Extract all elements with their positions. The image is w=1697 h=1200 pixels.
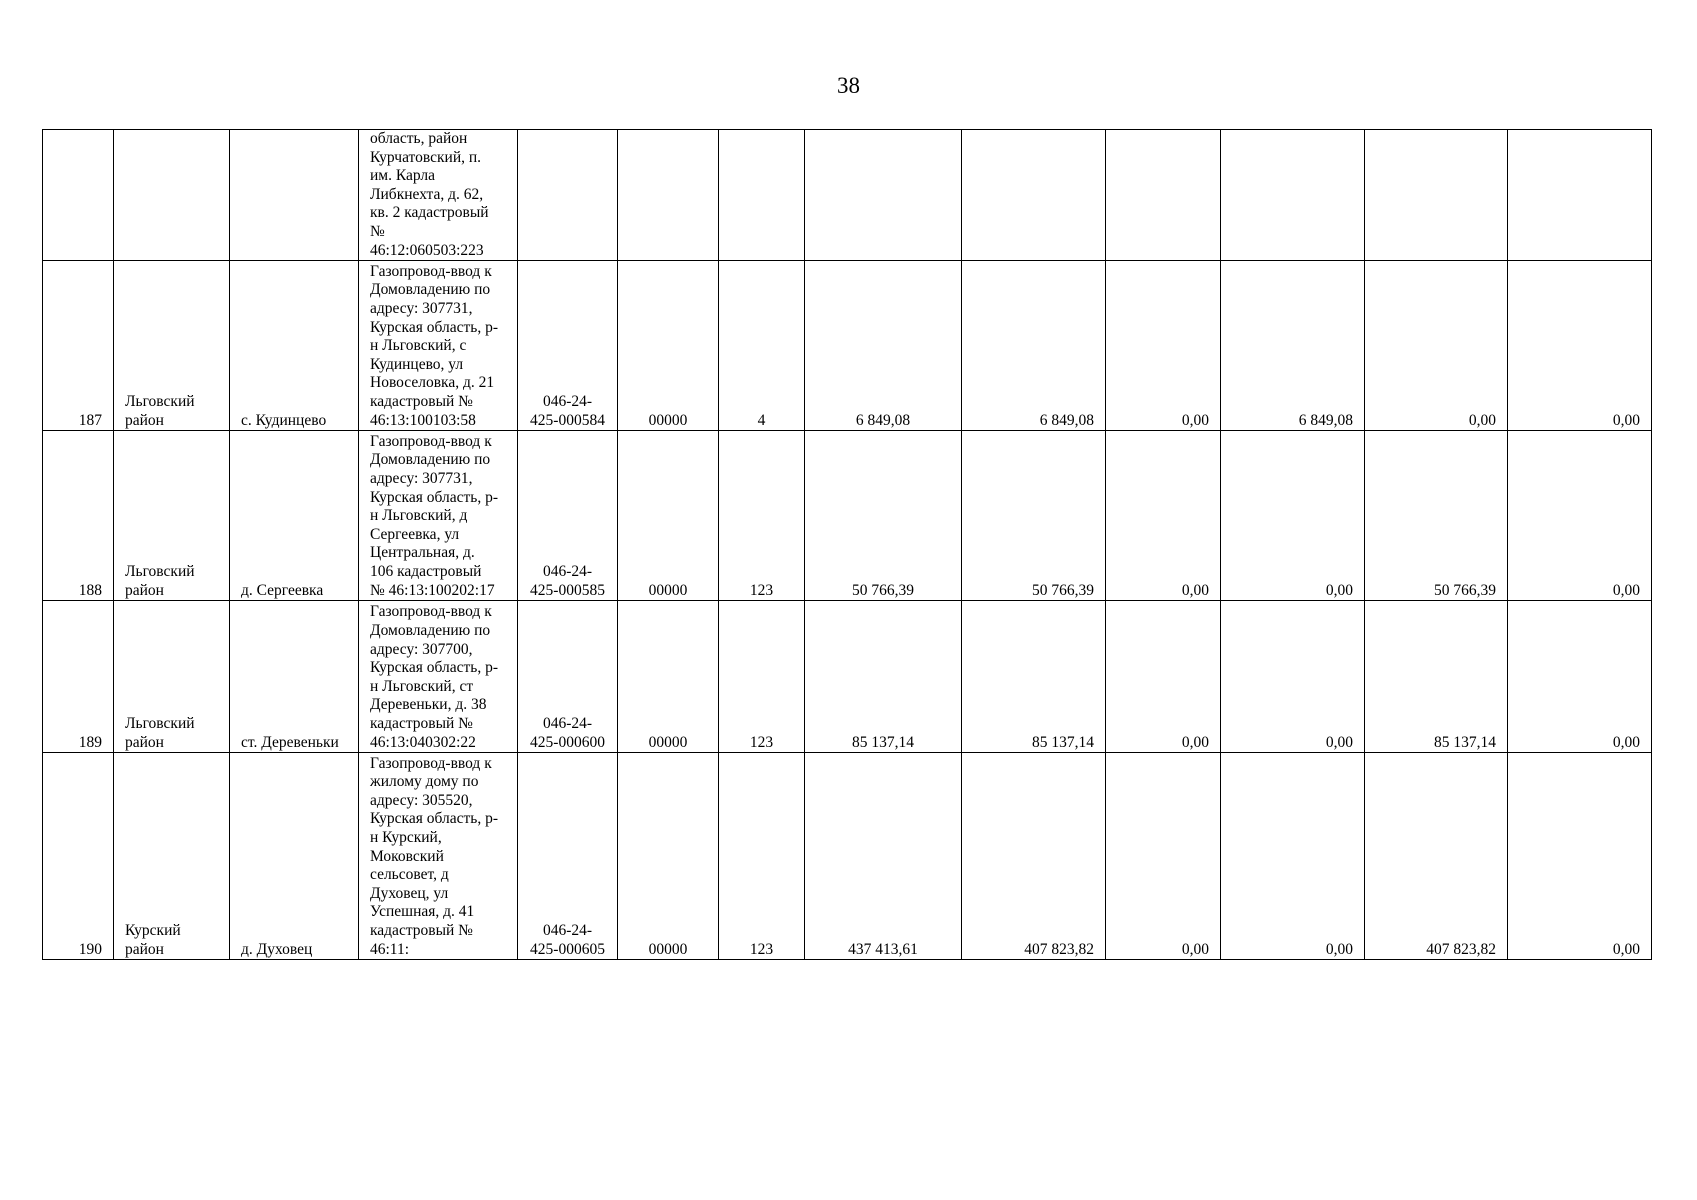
amount-cell: [805, 130, 962, 261]
amount-cell: 0,00: [1106, 753, 1221, 960]
registry-table: [42, 129, 1652, 960]
table-row: [43, 601, 1652, 753]
amount-cell: 50 766,39: [1365, 431, 1508, 601]
amount-cell: 407 823,82: [962, 753, 1106, 960]
table-row: [43, 261, 1652, 431]
amount-cell: 0,00: [1106, 431, 1221, 601]
amount-cell: 50 766,39: [805, 431, 962, 601]
table-row: [43, 753, 1652, 960]
locality-cell: д. Духовец: [230, 753, 359, 960]
amount-cell: 85 137,14: [962, 601, 1106, 753]
amount-cell: 0,00: [1365, 261, 1508, 431]
code-cell: 00000: [618, 431, 719, 601]
quantity-cell: [719, 130, 805, 261]
description-cell: [359, 130, 518, 261]
amount-cell: [962, 130, 1106, 261]
amount-cell: 0,00: [1221, 431, 1365, 601]
inventory-number-cell: 046-24-425-000584: [518, 261, 618, 431]
amount-cell: 85 137,14: [805, 601, 962, 753]
description-text: область, район Курчатовский, п. им. Карла Либкнехта, д. 62, кв. 2 кадастровый № 46:12:060503:223: [370, 130, 489, 259]
amount-cell: 6 849,08: [805, 261, 962, 431]
amount-cell: 6 849,08: [962, 261, 1106, 431]
quantity-cell: 123: [719, 431, 805, 601]
locality-cell: д. Сергеевка: [230, 431, 359, 601]
quantity-cell: 123: [719, 753, 805, 960]
amount-cell: 0,00: [1508, 431, 1652, 601]
code-cell: 00000: [618, 753, 719, 960]
amount-cell: 0,00: [1106, 601, 1221, 753]
amount-cell: 0,00: [1106, 261, 1221, 431]
description-cell: [359, 261, 518, 431]
district-cell: Льговский район: [114, 601, 230, 753]
description-cell: [359, 753, 518, 960]
locality-cell: с. Кудинцево: [230, 261, 359, 431]
code-cell: 00000: [618, 261, 719, 431]
amount-cell: 50 766,39: [962, 431, 1106, 601]
row-number-cell: 187: [43, 261, 114, 431]
table-row: [43, 130, 1652, 261]
amount-cell: 0,00: [1508, 753, 1652, 960]
code-cell: 00000: [618, 601, 719, 753]
amount-cell: [1221, 130, 1365, 261]
row-number-cell: [43, 130, 114, 261]
quantity-cell: 4: [719, 261, 805, 431]
inventory-number-cell: 046-24-425-000600: [518, 601, 618, 753]
amount-cell: 437 413,61: [805, 753, 962, 960]
quantity-cell: 123: [719, 601, 805, 753]
description-text: Газопровод-ввод к Домовладению по адресу: 307731, Курская область, р- н Льговский, с Кудинцево, ул Новоселовка, д. 21 кадастровый № 46:13:100103:58: [370, 262, 498, 429]
description-text: Газопровод-ввод к Домовладению по адресу: 307700, Курская область, р- н Льговский, ст Деревеньки, д. 38 кадастровый № 46:13:040302:22: [370, 603, 498, 751]
district-cell: Льговский район: [114, 261, 230, 431]
description-cell: [359, 431, 518, 601]
amount-cell: 6 849,08: [1221, 261, 1365, 431]
row-number-cell: 190: [43, 753, 114, 960]
amount-cell: 0,00: [1221, 601, 1365, 753]
district-cell: Курский район: [114, 753, 230, 960]
row-number-cell: 189: [43, 601, 114, 753]
amount-cell: 85 137,14: [1365, 601, 1508, 753]
amount-cell: [1106, 130, 1221, 261]
inventory-number-cell: [518, 130, 618, 261]
inventory-number-cell: 046-24-425-000605: [518, 753, 618, 960]
locality-cell: ст. Деревеньки: [230, 601, 359, 753]
locality-cell: [230, 130, 359, 261]
table-row: [43, 431, 1652, 601]
description-text: Газопровод-ввод к жилому дому по адресу: 305520, Курская область, р- н Курский, Моковский сельсовет, д Духовец, ул Успешная, д. 41 кадастровый № 46:11:: [370, 754, 498, 958]
page-number: 38: [837, 73, 860, 98]
amount-cell: [1508, 130, 1652, 261]
code-cell: [618, 130, 719, 261]
amount-cell: 407 823,82: [1365, 753, 1508, 960]
amount-cell: 0,00: [1508, 601, 1652, 753]
description-cell: [359, 601, 518, 753]
description-text: Газопровод-ввод к Домовладению по адресу: 307731, Курская область, р- н Льговский, д Сергеевка, ул Центральная, д. 106 кадастровый № 46:13:100202:17: [370, 432, 498, 599]
inventory-number-cell: 046-24-425-000585: [518, 431, 618, 601]
district-cell: Льговский район: [114, 431, 230, 601]
district-cell: [114, 130, 230, 261]
row-number-cell: 188: [43, 431, 114, 601]
amount-cell: 0,00: [1221, 753, 1365, 960]
amount-cell: [1365, 130, 1508, 261]
amount-cell: 0,00: [1508, 261, 1652, 431]
